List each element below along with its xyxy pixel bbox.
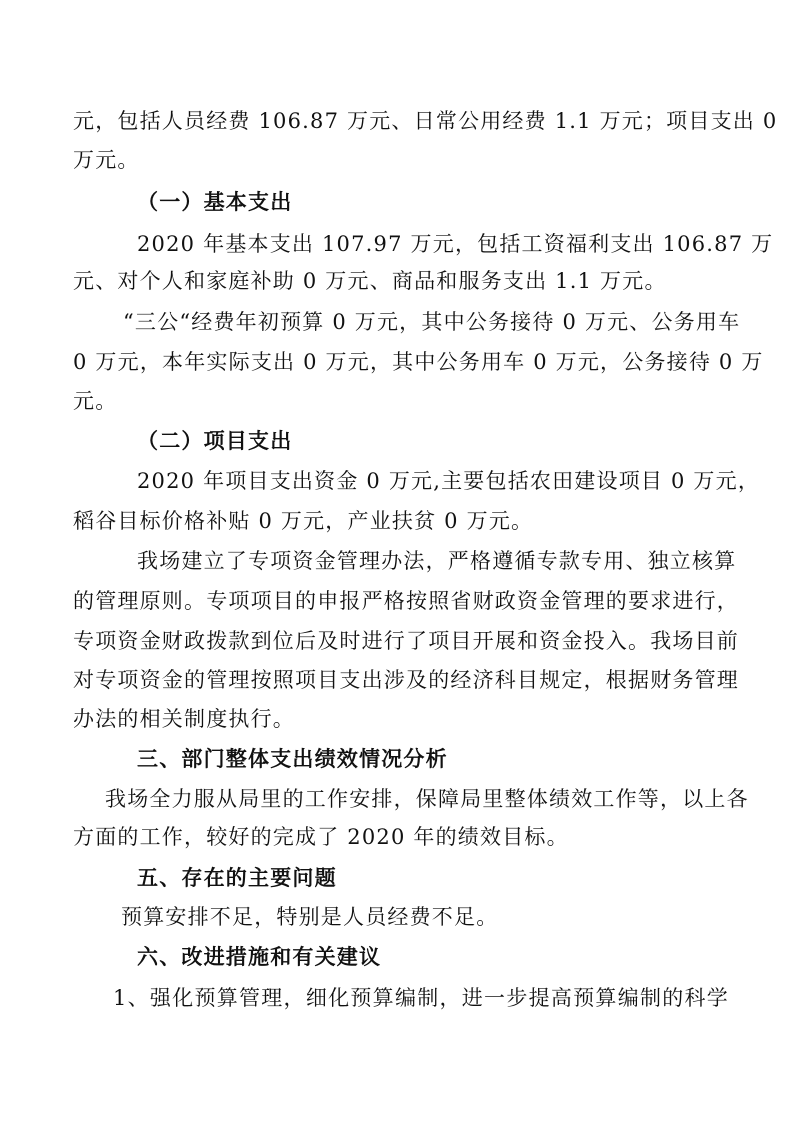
body-text-line: 方面的工作，较好的完成了 2020 年的绩效目标。	[73, 825, 569, 849]
section-heading: 五、存在的主要问题	[137, 866, 337, 890]
body-text-line: 的管理原则。专项项目的申报严格按照省财政资金管理的要求进行，	[73, 589, 739, 613]
body-text-line: 我场全力服从局里的工作安排，保障局里整体绩效工作等，以上各	[105, 787, 749, 811]
body-text-line: 对专项资金的管理按照项目支出涉及的经济科目规定，根据财务管理	[73, 668, 739, 692]
section-heading: 六、改进措施和有关建议	[137, 945, 382, 969]
body-text-line: 1、强化预算管理，细化预算编制，进一步提高预算编制的科学	[113, 986, 729, 1010]
body-text-line: 万元。	[73, 148, 140, 172]
body-text-line: 2020 年项目支出资金 0 万元,主要包括农田建设项目 0 万元，	[137, 469, 761, 493]
body-text-line: 预算安排不足，特别是人员经费不足。	[121, 905, 499, 929]
body-text-line: 我场建立了专项资金管理办法，严格遵循专款专用、独立核算	[137, 549, 737, 573]
body-text-line: “三公“经费年初预算 0 万元，其中公务接待 0 万元、公务用车	[123, 310, 741, 334]
section-heading: 三、部门整体支出绩效情况分析	[137, 747, 448, 771]
body-text-line: 办法的相关制度执行。	[73, 707, 295, 731]
body-text-line: 专项资金财政拨款到位后及时进行了项目开展和资金投入。我场目前	[73, 629, 739, 653]
section-heading: （一）基本支出	[137, 190, 293, 214]
body-text-line: 元。	[73, 389, 118, 413]
body-text-line: 元、对个人和家庭补助 0 万元、商品和服务支出 1.1 万元。	[73, 269, 667, 293]
body-text-line: 元，包括人员经费 106.87 万元、日常公用经费 1.1 万元；项目支出 0	[73, 109, 778, 133]
body-text-line: 0 万元，本年实际支出 0 万元，其中公务用车 0 万元，公务接待 0 万	[73, 350, 764, 374]
body-text-line: 2020 年基本支出 107.97 万元，包括工资福利支出 106.87 万	[137, 232, 774, 256]
section-heading: （二）项目支出	[137, 429, 293, 453]
body-text-line: 稻谷目标价格补贴 0 万元，产业扶贫 0 万元。	[73, 509, 534, 533]
